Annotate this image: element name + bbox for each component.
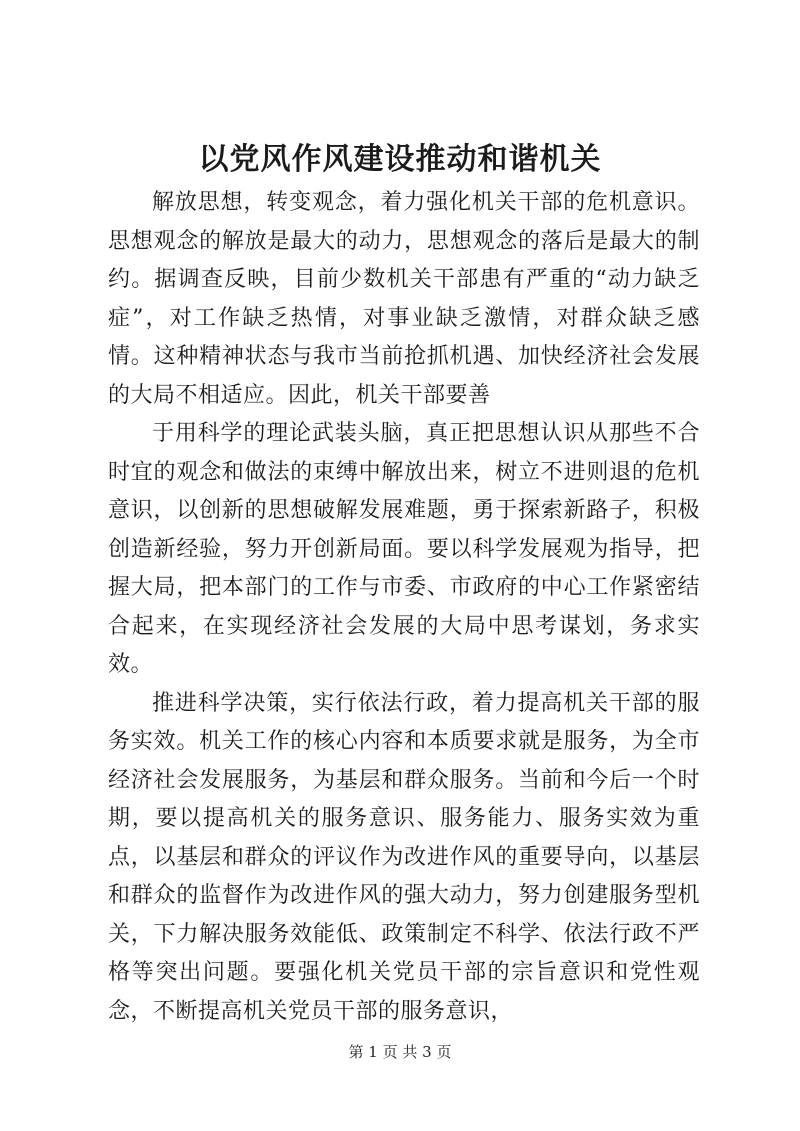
- paragraph-3: 推进科学决策，实行依法行政，着力提高机关干部的服务实效。机关工作的核心内容和本质要求就是服务，为全市经济社会发展服务，为基层和群众服务。当前和今后一个时期，要以提高机关的服务意识、服务能力、服务实效为重点，以基层和群众的评议作为改进作风的重要导向，以基层和群众的监督作为改进作风的强大动力，努力创建服务型机关，下力解决服务效能低、政策制定不科学、依法行政不严格等突出问题。要强化机关党员干部的宗旨意识和党性观念，不断提高机关党员干部的服务意识，: [108, 690, 700, 1024]
- paragraph-2: 于用科学的理论武装头脑，真正把思想认识从那些不合时宜的观念和做法的束缚中解放出来，树立不进则退的危机意识，以创新的思想破解发展难题，勇于探索新路子，积极创造新经验，努力开创新局面。要以科学发展观为指导，把握大局，把本部门的工作与市委、市政府的中心工作紧密结合起来，在实现经济社会发展的大局中思考谋划，务求实效。: [108, 421, 700, 677]
- paragraph-1: 解放思想，转变观念，着力强化机关干部的危机意识。思想观念的解放是最大的动力，思想观念的落后是最大的制约。据调查反映，目前少数机关干部患有严重的“动力缺乏症”，对工作缺乏热情，对事业缺乏激情，对群众缺乏感情。这种精神状态与我市当前抢抓机遇、加快经济社会发展的大局不相适应。因此，机关干部要善: [108, 190, 700, 408]
- page-footer: 第 1 页 共 3 页: [348, 1043, 452, 1061]
- document-body: [108, 184, 700, 1031]
- document-title: 以党风作风建设推动和谐机关: [198, 142, 602, 177]
